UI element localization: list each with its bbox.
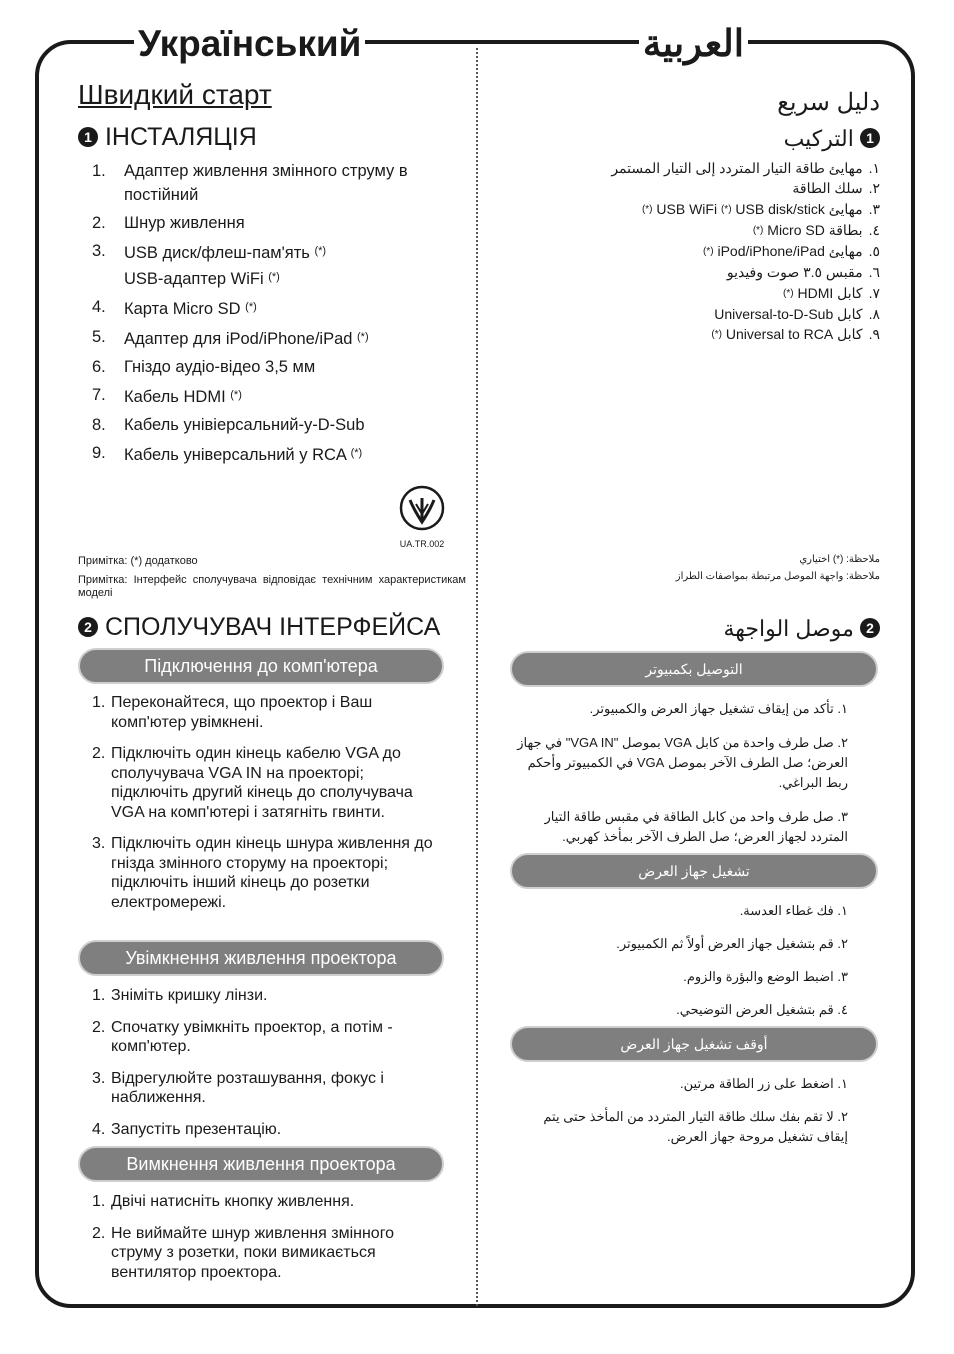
uk-interface-heading xyxy=(78,612,466,642)
list-item: 6. Гніздо аудіо-відео 3,5 мм xyxy=(92,358,316,376)
ar-notes xyxy=(510,553,880,583)
ar-section-header: تشغيل جهاز العرض xyxy=(510,853,878,889)
list-item: 1. Двічі натисніть кнопку живлення. xyxy=(92,1193,355,1210)
list-item: 4. Запустіть презентацію. xyxy=(92,1120,282,1138)
list-item: ٢.سلك الطاقة xyxy=(792,180,880,197)
uk-interface-block xyxy=(78,612,466,642)
list-item: ١.مهايئ طاقة التيار المتردد إلى التيار المستمر xyxy=(611,160,880,176)
uk-connect-steps xyxy=(78,693,444,912)
list-item: 8. Кабель унівіерсальний-у-D-Sub xyxy=(92,416,365,434)
list-item: ٦.مقبس ٣.٥ صوت وفيديو xyxy=(726,264,880,281)
ar-connect-steps xyxy=(510,699,878,847)
list-item: 4. Карта Micro SD (*) xyxy=(92,298,257,318)
certification-mark xyxy=(394,484,450,549)
ar-power-off-steps xyxy=(510,1074,878,1147)
ar-installation-block xyxy=(510,124,880,346)
uk-note-optional: Примітка: (*) додатково xyxy=(78,555,198,567)
list-item: ٥.مهايئ iPod/iPhone/iPad (*) xyxy=(703,243,880,260)
ar-interface-heading xyxy=(510,614,880,644)
step-1-badge: 1 xyxy=(860,128,880,148)
ukrainian-conformity-icon xyxy=(398,484,446,532)
list-item: 7. Кабель HDMI (*) xyxy=(92,386,242,406)
list-item: ٣.مهايئ USB WiFi (*) USB disk/stick (*) xyxy=(641,200,880,217)
list-item: ١. اضغط على زر الطاقة مرتين. xyxy=(680,1076,848,1091)
list-item: 1. Переконайтеся, що проектор і Ваш комп'ютер увімкнені. xyxy=(92,694,373,731)
uk-connect-section xyxy=(78,648,444,912)
uk-interface-title: СПОЛУЧУВАЧ ІНТЕРФЕЙСА xyxy=(104,613,441,641)
uk-power-off-section xyxy=(78,1146,444,1282)
step-1-badge: 1 xyxy=(78,127,98,147)
list-item: ٤.بطاقة Micro SD (*) xyxy=(752,221,880,238)
uk-power-off-steps xyxy=(78,1192,444,1282)
ar-section-header: أوقف تشغيل جهاز العرض xyxy=(510,1026,878,1062)
list-item: 1. Зніміть кришку лінзи. xyxy=(92,987,268,1004)
list-item: ١. فك غطاء العدسة. xyxy=(739,903,848,918)
list-item: ٣. صل طرف واحد من كابل الطاقة في مقبس طاقة التيار المتردد لجهاز العرض؛ صل الطرف الآخر بمأخذ كهربي. xyxy=(544,809,848,844)
ar-interface-title: موصل الواجهة xyxy=(723,616,854,641)
list-item: 3. Підключіть один кінець шнура живлення до гнізда змінного сторуму на проекторі; підключіть інший кінець до розетки електромережі. xyxy=(92,835,433,911)
step-2-badge: 2 xyxy=(860,618,880,638)
list-item: 9. Кабель універсальний у RCA (*) xyxy=(92,444,363,464)
list-item: 3. Відрегулюйте розташування, фокус і наближення. xyxy=(92,1069,384,1106)
ar-connect-section xyxy=(510,651,878,847)
uk-section-header: Вимкнення живлення проектора xyxy=(78,1146,444,1182)
uk-section-header: Увімкнення живлення проектора xyxy=(78,940,444,976)
uk-installation-title: ІНСТАЛЯЦІЯ xyxy=(104,123,257,151)
ar-power-on-section xyxy=(510,853,878,1020)
list-item: 2. Підключіть один кінець кабелю VGA до сполучувача VGA IN на проекторі; підключіть другий кінець до сполучувача VGA на комп'ютері і затягніть гвинти. xyxy=(92,745,413,821)
uk-power-on-steps xyxy=(78,986,444,1139)
uk-quick-start-block xyxy=(78,78,458,112)
list-item: ٣. اضبط الوضع والبؤرة والزوم. xyxy=(683,969,848,984)
list-item: 5. Адаптер для iPod/iPhone/iPad (*) xyxy=(92,328,369,348)
ar-note-optional: ملاحظة: (*) اختياري xyxy=(799,554,880,565)
ar-installation-title: التركيب xyxy=(783,126,854,151)
list-item: 3. USB диск/флеш-пам'ять (*) USB-адаптер WiFi (*) xyxy=(92,242,327,288)
list-item: ٤. قم بتشغيل العرض التوضيحي. xyxy=(676,1002,848,1017)
list-item: 2. Шнур живлення xyxy=(92,214,245,232)
list-item: ٧.كابل HDMI (*) xyxy=(783,284,880,301)
ukrainian-language-title: Український xyxy=(134,22,365,66)
list-item: 2. Не виймайте шнур живлення змінного струму з розетки, поки вимикається вентилятор проектора. xyxy=(92,1224,395,1281)
list-item: ٢. لا تقم بفك سلك طاقة التيار المتردد من المأخذ حتى يتم إيقاف تشغيل مروحة جهاز العرض. xyxy=(543,1109,848,1144)
list-item: ٢. صل طرف واحدة من كابل VGA بموصل "VGA IN" في جهاز العرض؛ صل الطرف الآخر بموصل VGA في الكمبيوتر وأحكم ربط البراغي. xyxy=(517,735,848,790)
uk-installation-heading xyxy=(78,122,458,152)
ar-section-header: التوصيل بكمبيوتر xyxy=(510,651,878,687)
list-item: ٩.كابل Universal to RCA (*) xyxy=(711,326,880,343)
column-divider xyxy=(476,48,478,1306)
ar-interface-block xyxy=(510,614,880,644)
uk-installation-list xyxy=(78,159,458,467)
uk-power-on-section xyxy=(78,940,444,1139)
ar-power-off-section xyxy=(510,1026,878,1147)
certification-label: UA.TR.002 xyxy=(399,539,445,549)
list-item: ٢. قم بتشغيل جهاز العرض أولاً ثم الكمبيوتر. xyxy=(616,936,848,951)
list-item: 1. Адаптер живлення змінного струму в постійний xyxy=(92,162,408,204)
uk-note-interface: Примітка: Інтерфейс сполучувача відповідає технічним характеристикам моделі xyxy=(78,574,466,599)
ar-installation-list xyxy=(510,158,880,346)
ar-quick-start-title: دليل سريع xyxy=(777,89,880,116)
uk-quick-start-title: Швидкий старт xyxy=(78,79,272,110)
uk-installation-block xyxy=(78,122,458,471)
step-2-badge: 2 xyxy=(78,617,98,637)
list-item: ٨.كابل Universal-to-D-Sub xyxy=(714,306,880,323)
arabic-language-title: العربية xyxy=(639,22,748,66)
ar-power-on-steps xyxy=(510,901,878,1020)
uk-notes xyxy=(78,555,466,600)
uk-section-header: Підключення до комп'ютера xyxy=(78,648,444,684)
ar-note-interface: ملاحظة: واجهة الموصل مرتبطة بمواصفات الطراز xyxy=(675,571,880,582)
ar-installation-heading xyxy=(510,124,880,154)
ar-quick-start-block xyxy=(510,86,880,120)
list-item: 2. Спочатку увімкніть проектор, а потім - комп'ютер. xyxy=(92,1018,393,1055)
list-item: ١. تأكد من إيقاف تشغيل جهاز العرض والكمبيوتر. xyxy=(589,701,848,716)
